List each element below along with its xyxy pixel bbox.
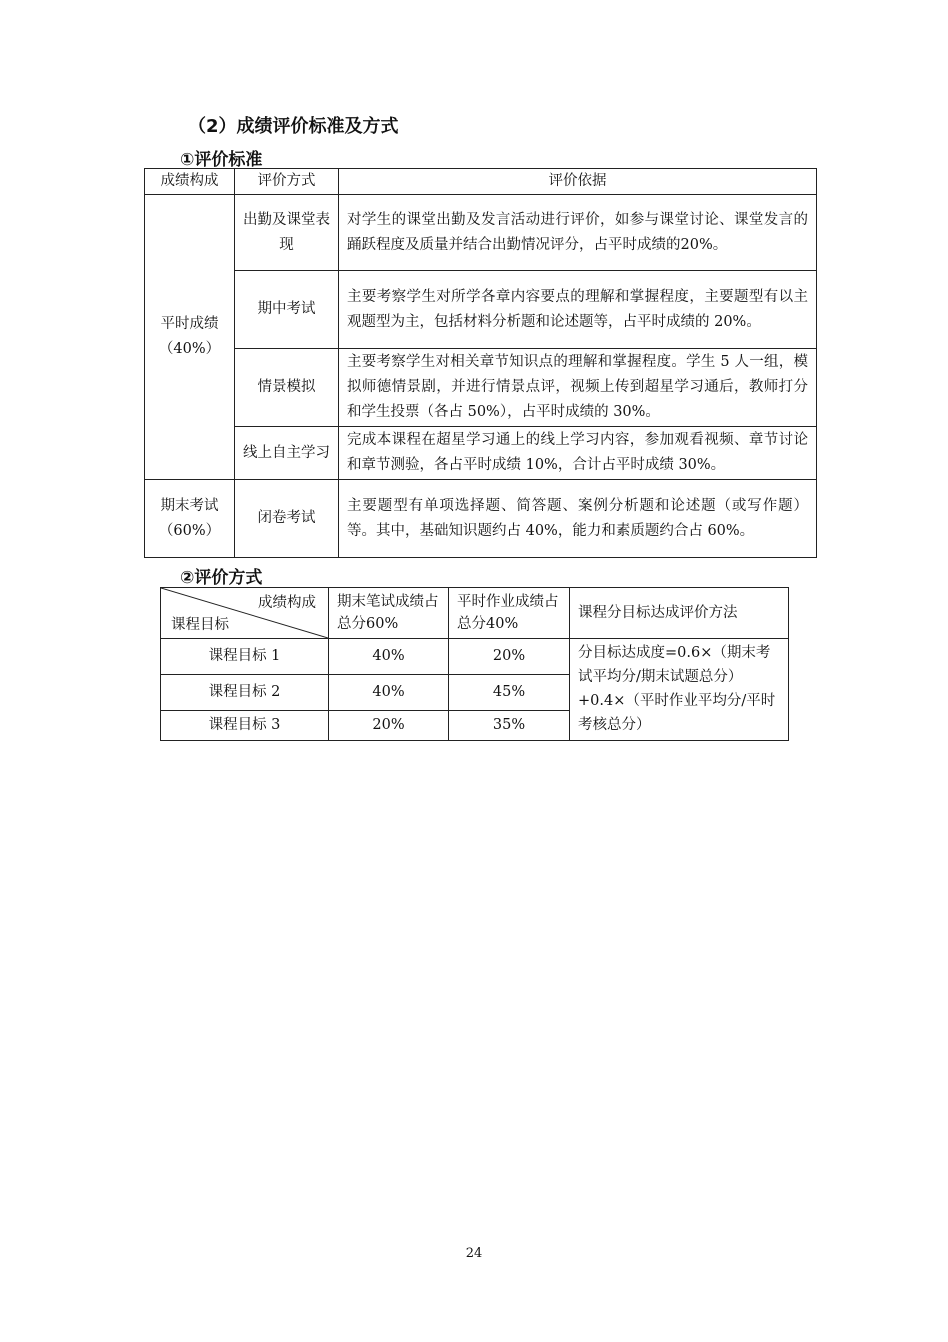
header-basis: 评价依据 — [339, 169, 817, 195]
final-share-cell: 40% — [329, 675, 449, 711]
evaluation-standard-table — [144, 168, 817, 558]
table-row — [145, 480, 817, 558]
method-cell: 线上自主学习 — [235, 427, 339, 480]
goal-cell: 课程目标 3 — [161, 711, 329, 741]
basis-cell: 主要题型有单项选择题、简答题、案例分析题和论述题（或写作题）等。其中，基础知识题约占 40%，能力和素质题约合占 60%。 — [339, 480, 817, 558]
table-row — [145, 427, 817, 480]
table-row — [145, 271, 817, 349]
usual-grade-cell — [145, 195, 235, 480]
table-header-row — [161, 588, 789, 639]
final-share-cell: 40% — [329, 639, 449, 675]
basis-cell: 完成本课程在超星学习通上的线上学习内容，参加观看视频、章节讨论和章节测验，各占平时成绩 10%，合计占平时成绩 30%。 — [339, 427, 817, 480]
table-row — [145, 349, 817, 427]
method-cell: 出勤及课堂表现 — [235, 195, 339, 271]
diag-goal-label: 课程目标 — [171, 617, 229, 633]
method-cell: 期中考试 — [235, 271, 339, 349]
evaluation-method-title: ②评价方式 — [180, 568, 263, 588]
basis-cell: 对学生的课堂出勤及发言活动进行评价，如参与课堂讨论、课堂发言的踊跃程度及质量并结合出勤情况评分，占平时成绩的20%。 — [339, 195, 817, 271]
header-homework: 平时作业成绩占总分40% — [449, 588, 570, 639]
section-title: （2）成绩评价标准及方式 — [188, 116, 399, 137]
table-row — [145, 195, 817, 271]
evaluation-standard-title: ①评价标准 — [180, 150, 263, 170]
daily-share-cell: 20% — [449, 639, 570, 675]
page-number: 24 — [465, 1246, 483, 1261]
method-cell: 闭卷考试 — [235, 480, 339, 558]
table-header-row — [145, 169, 817, 195]
final-exam-percent: （60%） — [158, 522, 221, 539]
goal-cell: 课程目标 2 — [161, 675, 329, 711]
method-formula-cell: 分目标达成度=0.6×（期末考试平均分/期末试题总分）+0.4×（平时作业平均分/平时考核总分） — [570, 639, 789, 741]
final-exam-cell — [145, 480, 235, 558]
table-row — [161, 639, 789, 675]
goal-cell: 课程目标 1 — [161, 639, 329, 675]
evaluation-method-table — [160, 587, 789, 741]
header-composition: 成绩构成 — [145, 169, 235, 195]
header-final-exam: 期末笔试成绩占总分60% — [329, 588, 449, 639]
basis-cell: 主要考察学生对相关章节知识点的理解和掌握程度。学生 5 人一组，模拟师德情景剧，并进行情景点评，视频上传到超星学习通后，教师打分和学生投票（各占 50%），占平时成绩的 30%。 — [339, 349, 817, 427]
header-method: 评价方式 — [235, 169, 339, 195]
usual-grade-label: 平时成绩 — [160, 316, 219, 332]
daily-share-cell: 35% — [449, 711, 570, 741]
final-exam-label: 期末考试 — [160, 497, 219, 514]
final-share-cell: 20% — [329, 711, 449, 741]
diag-composition-label: 成绩构成 — [258, 595, 316, 611]
diagonal-header-cell — [161, 588, 329, 639]
usual-grade-percent: （40%） — [158, 341, 221, 357]
method-cell: 情景模拟 — [235, 349, 339, 427]
basis-cell: 主要考察学生对所学各章内容要点的理解和掌握程度，主要题型有以主观题型为主，包括材料分析题和论述题等，占平时成绩的 20%。 — [339, 271, 817, 349]
daily-share-cell: 45% — [449, 675, 570, 711]
header-evaluation-method: 课程分目标达成评价方法 — [570, 588, 789, 639]
